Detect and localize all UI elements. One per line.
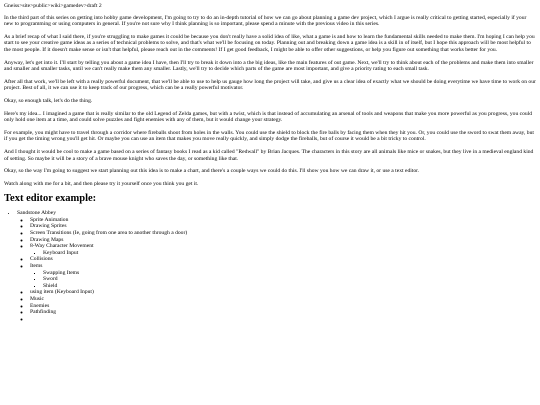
outline-sublist xyxy=(30,250,536,257)
list-item-label: Shield xyxy=(43,282,58,289)
list-item xyxy=(30,296,536,303)
list-item xyxy=(30,303,536,310)
paragraph-plan: Anyway, let's get into it. I'll start by telling you about a game idea I have, then I'll try to break it down into a the big ideas, like the main features of out game. Next, we'll try to think about each of the problems and make them into smaller and smaller and smaller tasks, until we can't really make them any smaller. Lastly, we'll try to decide which parts of the game are most important, and give a priority rating to each small task. xyxy=(4,59,534,73)
outline-list xyxy=(4,210,536,322)
outline-sublist xyxy=(17,217,536,323)
paragraph-watch: Watch along with me for a bit, and then please try it yourself once you think you get it. xyxy=(4,180,199,187)
list-item xyxy=(43,250,536,257)
paragraph-lets-do: Okay, so enough talk, let's do the thing. xyxy=(4,97,93,104)
list-item xyxy=(43,283,536,290)
list-item-label: Pathfinding xyxy=(30,309,57,316)
list-item-label: Keyboard Input xyxy=(43,249,79,256)
paragraph-document: After all that work, we'll be left with a really powerful document, that we'll be able to use to help us gauge how long the project will take, and give us a clear idea of exactly what we should be doing everytime we have time to work on our project. Best of all, it we can use it to keep track of our progress, which can be a really powerful motivator. xyxy=(4,78,536,92)
list-item-label: Swapping Items xyxy=(43,269,80,276)
list-item-label: 8-Way Character Movement xyxy=(30,243,94,250)
list-item xyxy=(30,309,536,316)
list-item xyxy=(30,263,536,289)
list-item xyxy=(30,256,536,263)
section-heading: Text editor example: xyxy=(4,193,97,205)
list-item-empty xyxy=(30,316,536,323)
outline-sublist xyxy=(30,270,536,290)
paragraph-recap: As a brief recap of what I said there, if you're struggling to make games it could be because you don't really have a solid idea of like, what a game is and how to learn the fundamental skills needed to make them. I'm hoping I can help you start to see your creative game ideas as a series of technical problems to solve, and that's what we'll be focusing on today. Planning out and breaking down a game idea is a skill in of itself, but I hope this approach will be most helpful to the most people. If it doesn't make sense or isn't that helpful, please reach out in the comments! If I get good feedback, I might be able to offer other suggestions, or help you figure out something that works better for you. xyxy=(4,33,535,53)
list-item xyxy=(17,210,536,322)
list-item-label: Sandstone Abbey xyxy=(17,210,56,217)
list-item xyxy=(43,270,536,277)
paragraph-chart: Okay, so the way I'm going to suggest we start planning out this idea is to make a chart, and there's a couple ways we could do this. I'll show you how we can draw it, or use a text editor. xyxy=(4,168,420,175)
paragraph-example: For example, you might have to travel through a corridor where fireballs shoot from holes in the walls. You could use the shield to block the fire balls by facing them when they hit you. Or, you could use the sword to swat them away, but if you get the timing wrong you'll get hit. Or maybe you can use an item that makes you move really quickly, and simply dodge the fireballs, but of course it would be a bit tricky to control. xyxy=(4,129,534,143)
list-item-label: Enemies xyxy=(30,302,50,309)
list-item-label: Music xyxy=(30,296,44,302)
paragraph-intro: In the third part of this series on getting into hobby game development, I'm going to try to do an in-depth tutorial of how we can go about planning a game dev project, which I argue is really critical to getting started, especially if your new to programming or using computers in general. If you're not sure why I think planning is so important, please spend a minute with the previous video in this series. xyxy=(4,14,527,28)
list-item-label: Collisions xyxy=(30,256,53,263)
list-item xyxy=(30,217,536,224)
list-item xyxy=(30,289,536,296)
list-item-label: Sprite Animation xyxy=(30,216,69,223)
list-item-label: Drawing Maps xyxy=(30,236,64,243)
list-item-label: Sword xyxy=(43,276,58,283)
list-item xyxy=(30,237,536,244)
list-item xyxy=(43,276,536,283)
list-item-label: Drawing Sprites xyxy=(30,223,67,230)
paragraph-redwall: And I thought it would be cool to make a game based on a series of fantasy books I read as a kid called "Redwall" by Brian Jacques. The characters in this story are all animals like mice or snakes, but they live in a medieval england kind of setting. So maybe it will be a story of a brave mouse knight who saves the day, or something like that. xyxy=(4,148,534,162)
list-item-label: Screen Transitions (Ie, going from one area to another through a door) xyxy=(30,230,188,237)
list-item-label: using item (Keyboard Input) xyxy=(30,289,94,296)
list-item xyxy=(30,243,536,256)
paragraph-idea: Here's my idea... I imagined a game that is really similar to the old Legend of Zelda games, but with a twist, which is that instead of accumulating an arsenal of tools and weapons that make you more powerful as you progress, you could only hold one item at a time, and could solve puzzles and fight enemies with any of them, but it would change your strategy. xyxy=(4,110,533,124)
list-item xyxy=(30,230,536,237)
breadcrumb: Gneiss>site>public>wiki>gamedev>draft 2 xyxy=(4,3,102,9)
list-item-label: Items xyxy=(30,263,43,270)
